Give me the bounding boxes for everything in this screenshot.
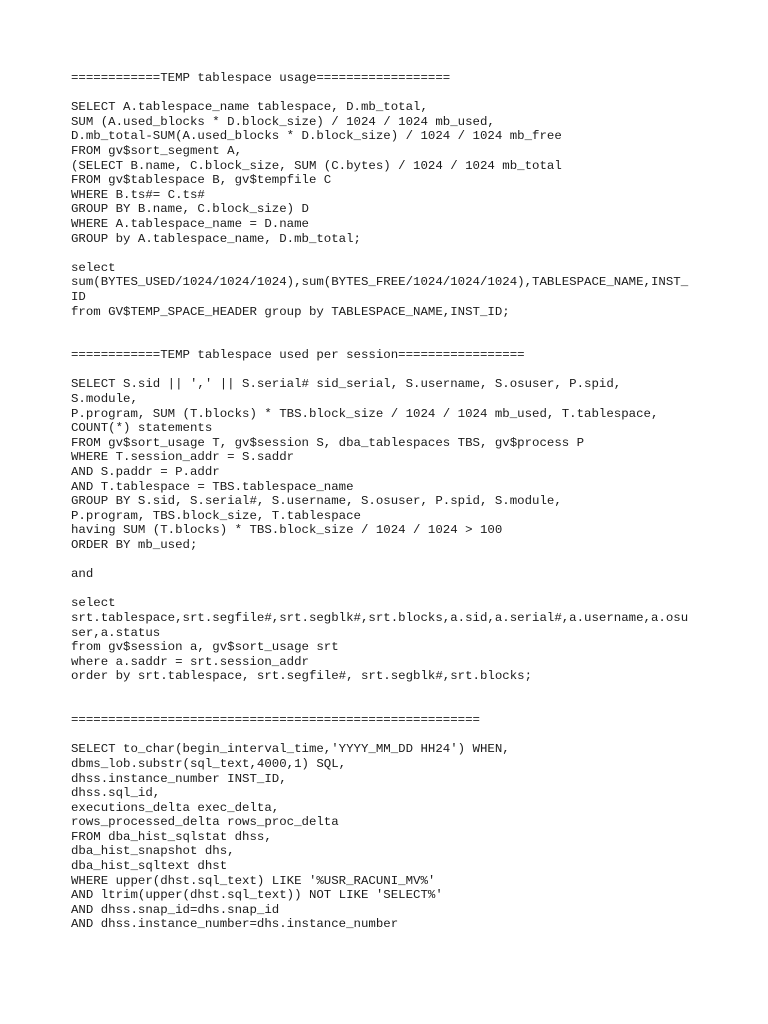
text-line: D.mb_total-SUM(A.used_blocks * D.block_size) / 1024 / 1024 mb_free <box>71 129 562 144</box>
text-line: GROUP BY S.sid, S.serial#, S.username, S.osuser, P.spid, S.module, <box>71 494 562 509</box>
text-line <box>71 684 711 699</box>
text-line <box>71 553 711 568</box>
text-line: AND T.tablespace = TBS.tablespace_name <box>71 479 354 494</box>
text-line: select <box>71 596 116 611</box>
text-line: SELECT S.sid || ',' || S.serial# sid_serial, S.username, S.osuser, P.spid, <box>71 377 622 392</box>
text-line: COUNT(*) statements <box>71 421 213 436</box>
text-line <box>71 728 711 743</box>
text-line: where a.saddr = srt.session_addr <box>71 654 309 669</box>
text-line <box>71 363 711 378</box>
document-page <box>71 71 711 932</box>
text-line: ============TEMP tablespace used per session================= <box>71 348 525 363</box>
text-line: S.module, <box>71 392 138 407</box>
text-line: executions_delta exec_delta, <box>71 800 280 815</box>
text-line: AND ltrim(upper(dhst.sql_text)) NOT LIKE 'SELECT%' <box>71 888 443 903</box>
text-line: dba_hist_sqltext dhst <box>71 859 228 874</box>
text-line: ============TEMP tablespace usage================== <box>71 71 451 85</box>
text-line: AND dhss.snap_id=dhs.snap_id <box>71 902 280 917</box>
text-line <box>71 319 711 334</box>
text-line: WHERE upper(dhst.sql_text) LIKE '%USR_RACUNI_MV%' <box>71 873 436 888</box>
text-line: dhss.sql_id, <box>71 786 161 801</box>
text-line: from GV$TEMP_SPACE_HEADER group by TABLESPACE_NAME,INST_ID; <box>71 304 510 319</box>
text-line: having SUM (T.blocks) * TBS.block_size / 1024 / 1024 > 100 <box>71 523 503 538</box>
text-line: ======================================================= <box>71 713 480 728</box>
text-line: P.program, TBS.block_size, T.tablespace <box>71 508 361 523</box>
text-line: dhss.instance_number INST_ID, <box>71 771 287 786</box>
text-line: srt.tablespace,srt.segfile#,srt.segblk#,srt.blocks,a.sid,a.serial#,a.username,a.osu <box>71 610 689 625</box>
text-line <box>71 582 711 597</box>
text-line: P.program, SUM (T.blocks) * TBS.block_size / 1024 / 1024 mb_used, T.tablespace, <box>71 406 659 421</box>
text-line: and <box>71 567 94 582</box>
text-line <box>71 246 711 261</box>
text-line: select <box>71 260 116 275</box>
text-line: FROM gv$tablespace B, gv$tempfile C <box>71 173 332 188</box>
text-line: GROUP by A.tablespace_name, D.mb_total; <box>71 231 361 246</box>
text-line: ser,a.status <box>71 625 161 640</box>
text-line: GROUP BY B.name, C.block_size) D <box>71 202 309 217</box>
text-line: FROM gv$sort_usage T, gv$session S, dba_tablespaces TBS, gv$process P <box>71 435 585 450</box>
text-line: SELECT A.tablespace_name tablespace, D.mb_total, <box>71 100 428 115</box>
text-line: WHERE B.ts#= C.ts# <box>71 187 205 202</box>
text-line: dbms_lob.substr(sql_text,4000,1) SQL, <box>71 756 347 771</box>
text-line: ID <box>71 289 86 304</box>
text-line: sum(BYTES_USED/1024/1024/1024),sum(BYTES_FREE/1024/1024/1024),TABLESPACE_NAME,INST_ <box>71 275 689 290</box>
text-line: rows_processed_delta rows_proc_delta <box>71 815 339 830</box>
text-line: (SELECT B.name, C.block_size, SUM (C.bytes) / 1024 / 1024 mb_total <box>71 158 562 173</box>
text-line: from gv$session a, gv$sort_usage srt <box>71 640 339 655</box>
text-line <box>71 334 711 349</box>
text-line <box>71 699 711 714</box>
text-line: WHERE T.session_addr = S.saddr <box>71 450 295 465</box>
text-line: FROM gv$sort_segment A, <box>71 143 243 158</box>
text-line: order by srt.tablespace, srt.segfile#, srt.segblk#,srt.blocks; <box>71 669 533 684</box>
text-line <box>71 86 711 101</box>
text-line: FROM dba_hist_sqlstat dhss, <box>71 829 272 844</box>
text-line: AND dhss.instance_number=dhs.instance_number <box>71 917 399 932</box>
text-line: dba_hist_snapshot dhs, <box>71 844 235 859</box>
text-line: ORDER BY mb_used; <box>71 538 198 552</box>
text-line: SELECT to_char(begin_interval_time,'YYYY_MM_DD HH24') WHEN, <box>71 742 510 757</box>
text-line: WHERE A.tablespace_name = D.name <box>71 216 309 231</box>
text-line: SUM (A.used_blocks * D.block_size) / 1024 / 1024 mb_used, <box>71 114 495 129</box>
text-line: AND S.paddr = P.addr <box>71 465 220 480</box>
